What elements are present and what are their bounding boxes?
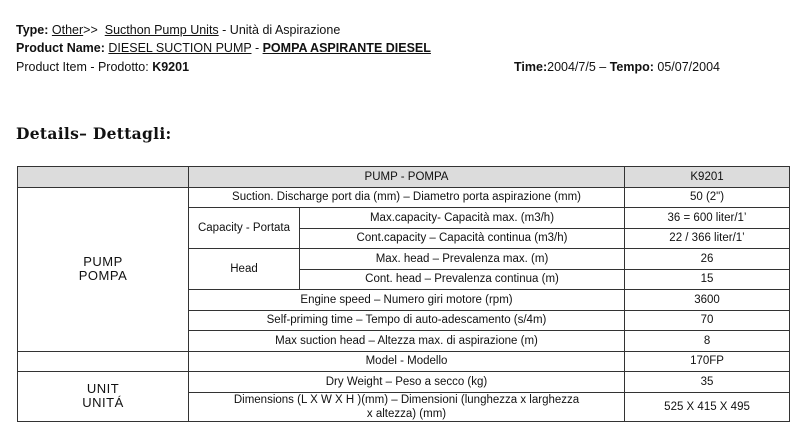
table-header-section: PUMP - POMPA xyxy=(189,167,625,188)
max-head-value: 26 xyxy=(625,249,790,270)
product-item-label: Product Item - Prodotto: xyxy=(16,60,149,74)
port-dia-label: Suction. Discharge port dia (mm) – Diametro porta aspirazione (mm) xyxy=(189,187,625,208)
dry-weight-value: 35 xyxy=(625,372,790,393)
model-row-blank xyxy=(18,351,189,372)
table-row xyxy=(18,351,790,372)
table-row xyxy=(18,372,790,393)
head-label: Head xyxy=(189,249,300,290)
port-dia-value: 50 (2") xyxy=(625,187,790,208)
spec-table xyxy=(17,166,790,422)
details-title: Details– Dettagli: xyxy=(16,124,172,143)
max-head-label: Max. head – Prevalenza max. (m) xyxy=(300,249,625,270)
group-unit-en: UNIT xyxy=(86,381,120,397)
product-name-separator: - xyxy=(251,41,263,55)
table-header-row xyxy=(18,167,790,188)
time-value: 2004/7/5 xyxy=(547,60,596,74)
dimensions-label-line-1: Dimensions (L X W X H )(mm) – Dimensioni (lunghezza x larghezza xyxy=(233,393,580,406)
max-suction-value: 8 xyxy=(625,331,790,352)
product-name-italian: POMPA ASPIRANTE DIESEL xyxy=(262,41,431,55)
group-unit xyxy=(18,372,189,422)
type-link-category[interactable]: Sucthon Pump Units xyxy=(104,23,219,37)
table-row xyxy=(18,187,790,208)
product-item-line xyxy=(16,59,189,75)
group-pump-en: PUMP xyxy=(83,254,123,269)
dimensions-value: 525 X 415 X 495 xyxy=(625,392,790,421)
self-priming-label: Self-priming time – Tempo di auto-adescamento (s/4m) xyxy=(189,310,625,331)
group-unit-it: UNITÁ xyxy=(82,395,124,411)
product-name-english: DIESEL SUCTION PUMP xyxy=(108,41,252,55)
tempo-label: Tempo: xyxy=(609,60,654,74)
max-suction-label: Max suction head – Altezza max. di aspirazione (m) xyxy=(189,331,625,352)
dimensions-label xyxy=(189,392,625,421)
engine-speed-label: Engine speed – Numero giri motore (rpm) xyxy=(189,290,625,311)
cont-head-label: Cont. head – Prevalenza continua (m) xyxy=(300,269,625,290)
max-capacity-value: 36 = 600 liter/1’ xyxy=(625,208,790,229)
time-separator: – xyxy=(595,60,610,74)
self-priming-value: 70 xyxy=(625,310,790,331)
cont-capacity-value: 22 / 366 liter/1’ xyxy=(625,228,790,249)
cont-head-value: 15 xyxy=(625,269,790,290)
cont-capacity-label: Cont.capacity – Capacità continua (m3/h) xyxy=(300,228,625,249)
table-header-blank xyxy=(18,167,189,188)
engine-speed-value: 3600 xyxy=(625,290,790,311)
model-value: 170FP xyxy=(625,351,790,372)
group-pump-it: POMPA xyxy=(78,268,128,283)
product-item-code: K9201 xyxy=(152,60,190,74)
product-name-label: Product Name: xyxy=(16,41,105,55)
capacity-label: Capacity - Portata xyxy=(189,208,300,249)
product-name-line xyxy=(16,40,431,56)
type-category-italian: - Unità di Aspirazione xyxy=(218,23,341,37)
table-header-model: K9201 xyxy=(625,167,790,188)
tempo-value: 05/07/2004 xyxy=(657,60,720,74)
type-link-other[interactable]: Other xyxy=(51,23,84,37)
model-label: Model - Modello xyxy=(189,351,625,372)
type-separator: >> xyxy=(83,23,98,37)
type-label: Type: xyxy=(16,23,49,37)
group-pump xyxy=(18,187,189,351)
time-line xyxy=(514,59,720,75)
time-label: Time: xyxy=(514,60,548,74)
type-line xyxy=(16,22,340,38)
max-capacity-label: Max.capacity- Capacità max. (m3/h) xyxy=(300,208,625,229)
dry-weight-label: Dry Weight – Peso a secco (kg) xyxy=(189,372,625,393)
dimensions-label-line-2: x altezza) (mm) xyxy=(366,407,447,420)
